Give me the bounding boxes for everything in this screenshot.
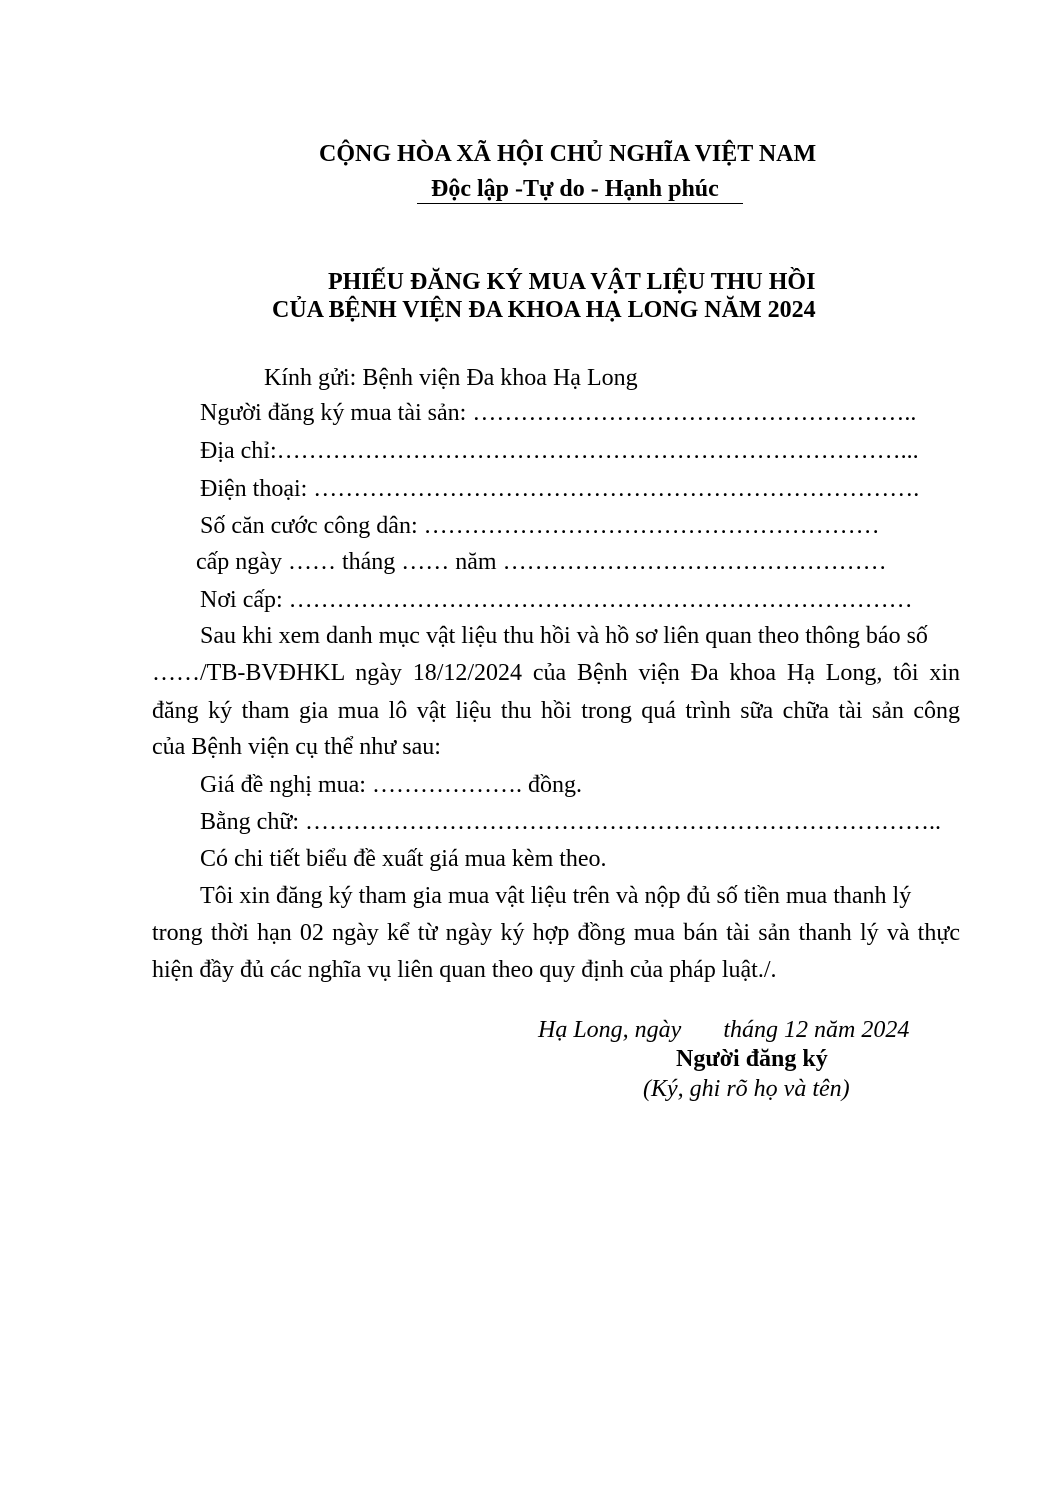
price-field[interactable]: Giá đề nghị mua: ………………. đồng. (200, 772, 582, 798)
paragraph1-line3: đăng ký tham gia mua lô vật liệu thu hồi trong quá trình sữa chữa tài sản công (152, 698, 960, 724)
paragraph2-line2: trong thời hạn 02 ngày kể từ ngày ký hợp đồng mua bán tài sản thanh lý và thực (152, 920, 960, 946)
paragraph2-line1: Tôi xin đăng ký tham gia mua vật liệu trên và nộp đủ số tiền mua thanh lý (200, 883, 912, 909)
motto: Độc lập -Tự do - Hạnh phúc (431, 176, 719, 202)
paragraph1-line1: Sau khi xem danh mục vật liệu thu hồi và hồ sơ liên quan theo thông báo số (200, 623, 928, 649)
phone-field[interactable]: Điện thoại: …………………………………………………………………. (200, 476, 920, 502)
signature-note: (Ký, ghi rõ họ và tên) (643, 1076, 850, 1102)
nation-name: CỘNG HÒA XÃ HỘI CHỦ NGHĨA VIỆT NAM (319, 141, 817, 167)
registrant-field[interactable]: Người đăng ký mua tài sản: ……………………………………………….. (200, 400, 917, 426)
attachment-note: Có chi tiết biểu đề xuất giá mua kèm theo. (200, 846, 607, 872)
form-title-line2: CỦA BỆNH VIỆN ĐA KHOA HẠ LONG NĂM 2024 (272, 297, 816, 323)
paragraph1-line2: ……/TB-BVĐHKL ngày 18/12/2024 của Bệnh viện Đa khoa Hạ Long, tôi xin (152, 660, 960, 686)
paragraph2-line3: hiện đầy đủ các nghĩa vụ liên quan theo quy định của pháp luật./. (152, 957, 777, 983)
id-number-field[interactable]: Số căn cước công dân: ………………………………………………… (200, 513, 880, 539)
form-title-line1: PHIẾU ĐĂNG KÝ MUA VẬT LIỆU THU HỒI (328, 269, 816, 295)
signer-role: Người đăng ký (676, 1046, 828, 1072)
price-in-words-field[interactable]: Bằng chữ: …………………………………………………………………….. (200, 809, 941, 835)
paragraph1-line4: của Bệnh viện cụ thể như sau: (152, 734, 441, 760)
recipient: Kính gửi: Bệnh viện Đa khoa Hạ Long (264, 365, 638, 391)
motto-underline (417, 203, 743, 204)
issue-place-field[interactable]: Nơi cấp: …………………………………………………………………… (200, 587, 913, 613)
address-field[interactable]: Địa chỉ:……………………………………………………………………... (200, 438, 919, 464)
issue-date-field[interactable]: cấp ngày …… tháng …… năm ………………………………………… (196, 549, 887, 575)
place-date: Hạ Long, ngày tháng 12 năm 2024 (538, 1017, 910, 1043)
